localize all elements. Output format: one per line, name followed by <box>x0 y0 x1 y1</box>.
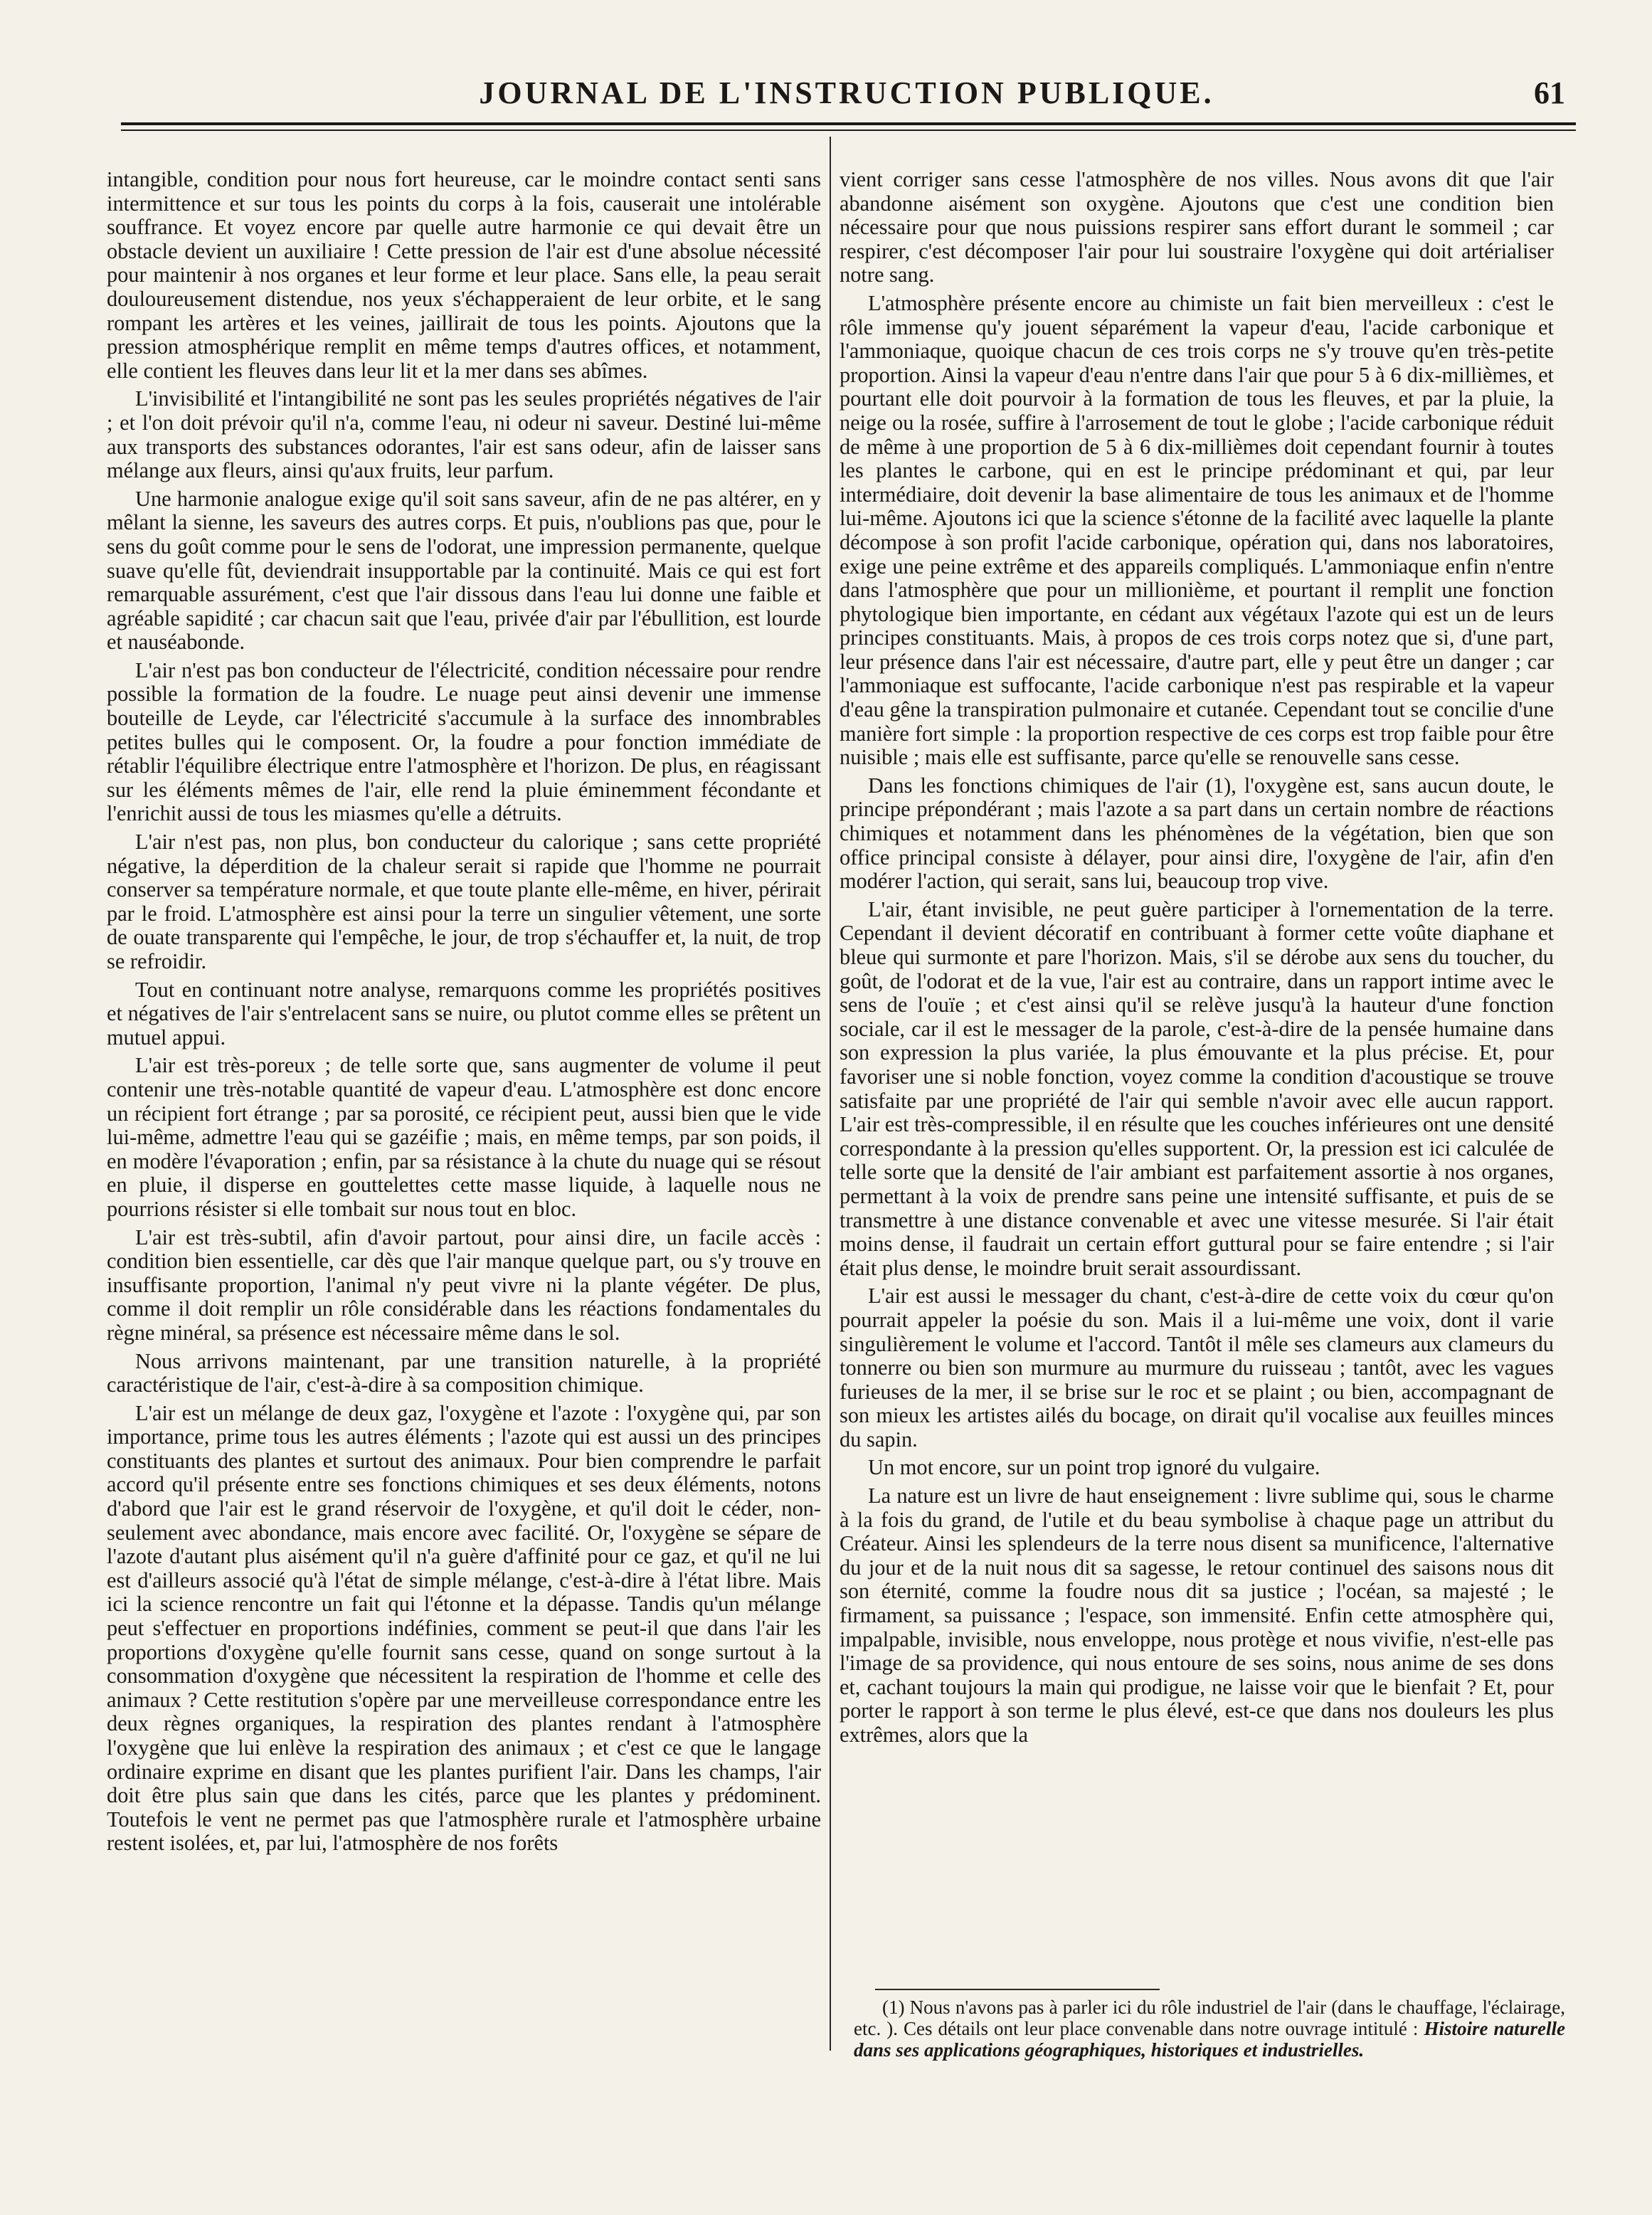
paragraph: L'air, étant invisible, ne peut guère participer à l'ornementation de la terre. Cependant il devient décoratif en contribuant à former cette voûte diaphane et bleue qui surmonte et pare l'horizon. Mais, s'il se dérobe aux sens du toucher, du goût, de l'odorat et de la vue, l'air est au contraire, dans un rapport intime avec le sens de l'ouïe ; et c'est ainsi qu'il se relève jusqu'à la hauteur d'une fonction sociale, car il est le messager de la parole, c'est-à-dire de la pensée humaine dans son expression la plus variée, la plus émouvante et la plus précise. Et, pour favoriser une si noble fonction, voyez comme la condition d'acoustique se trouve satisfaite par une propriété de l'air qui semble n'avoir avec elle aucun rapport. L'air est très-compressible, il en résulte que les couches inférieures ont une densité correspondante à la pression qu'elles supportent. Or, la pression est ici calculée de telle sorte que la densité de l'air ambiant est parfaitement assortie à nos organes, permettant à la voix de prendre sans peine une intensité suffisante, et puis de se transmettre à une distance convenable et avec une vitesse mesurée. Si l'air était moins dense, il faudrait un certain effort guttural pour se faire entendre ; si l'air était plus dense, le moindre bruit serait assourdissant. <box>840 897 1554 1280</box>
header-rule-thick <box>121 122 1576 125</box>
paragraph: Un mot encore, sur un point trop ignoré du vulgaire. <box>868 1455 1320 1480</box>
journal-title: JOURNAL DE L'INSTRUCTION PUBLIQUE. <box>479 75 1214 110</box>
footnote <box>854 1997 1565 2061</box>
paragraph: L'atmosphère présente encore au chimiste un fait bien merveilleux : c'est le rôle immense qu'y jouent séparément la vapeur d'eau, l'acide carbonique et l'ammoniaque, quoique chacun de ces trois corps ne s'y trouve qu'en très-petite proportion. Ainsi la vapeur d'eau n'entre dans l'air que pour 5 à 6 dix-millièmes, et pourtant elle doit pourvoir à la formation de tous les fleuves, et par la pluie, la neige ou la rosée, suffire à l'arrosement de tout le globe ; l'acide carbonique réduit de même à une proportion de 5 à 6 dix-millièmes doit cependant fournir à toutes les plantes le carbone, qui en est le principe prédominant et qui, par leur intermédiaire, doit devenir la base alimentaire de tous les animaux et de l'homme lui-même. Ajoutons ici que la science s'étonne de la facilité avec laquelle la plante décompose à son profit l'acide carbonique, opération qui, dans nos laboratoires, exige une peine extrême et des appareils compliqués. L'ammoniaque enfin n'entre dans l'atmosphère que pour un millionième, et pourtant il remplit une fonction phytologique bien importante, en cédant aux végétaux l'azote qui est un de leurs principes constituants. Mais, à propos de ces trois corps notez que si, d'une part, leur présence dans l'air est nécessaire, d'autre part, elle y peut être un danger ; car l'ammoniaque est suffocante, l'acide carbonique n'est pas respirable et la vapeur d'eau gêne la transpiration pulmonaire et cutanée. Cependant tout se concilie d'une manière fort simple : la proportion respective de ces corps est trop faible pour être nuisible ; mais elle est suffisante, parce qu'elle se renouvelle sans cesse. <box>840 290 1554 770</box>
paragraph: La nature est un livre de haut enseignement : livre sublime qui, sous le charme à la fois du grand, de l'utile et du beau symbolise à chaque page un attribut du Créateur. Ainsi les splendeurs de la terre nous disent sa munificence, l'alternative du jour et de la nuit nous dit sa sagesse, le retour continuel des saisons nous dit son éternité, comme la foudre nous dit sa justice ; l'océan, sa majesté ; le firmament, sa puissance ; l'espace, son immensité. Enfin cette atmosphère qui, impalpable, invisible, nous enveloppe, nous protège et nous vivifie, n'est-elle pas l'image de sa providence, qui nous entoure de ses soins, nous anime de ses dons et, cachant toujours la main qui prodigue, ne laisse voir que le bienfait ? Et, pour porter le rapport à son terme le plus élevé, est-ce que dans nos douleurs les plus extrêmes, alors que la <box>840 1484 1554 1747</box>
paragraph: L'invisibilité et l'intangibilité ne sont pas les seules propriétés négatives de l'air ; et l'on doit prévoir qu'il n'a, comme l'eau, ni odeur ni saveur. Destiné lui-même aux transports des substances odorantes, l'air est sans odeur, afin de laisser sans mélange aux fleurs, ainsi qu'aux fruits, leur parfum. <box>107 386 821 483</box>
masthead <box>121 75 1572 125</box>
paragraph: L'air n'est pas bon conducteur de l'électricité, condition nécessaire pour rendre possible la formation de la foudre. Le nuage peut ainsi devenir une immense bouteille de Leyde, car l'électricité s'accumule à la surface des innombrables petites bulles qui le composent. Or, la foudre a pour fonction immédiate de rétablir l'équilibre électrique entre l'atmosphère et l'horizon. De plus, en réagissant sur les éléments mêmes de l'air, elle rend la pluie éminemment fécondante et l'enrichit aussi de tous les miasmes qu'elle a détruits. <box>107 657 821 826</box>
left-column <box>107 168 821 1860</box>
paragraph: L'air est très-subtil, afin d'avoir partout, pour ainsi dire, un facile accès : condition bien essentielle, car dès que l'air manque quelque part, ou s'y trouve en insuffisante proportion, l'animal n'y peut vivre ni la plante végéter. De plus, comme il doit remplir un rôle considérable dans les réactions fondamentales du règne minéral, sa présence est nécessaire même dans le sol. <box>107 1225 821 1345</box>
paragraph: L'air est très-poreux ; de telle sorte que, sans augmenter de volume il peut contenir une très-notable quantité de vapeur d'eau. L'atmosphère est donc encore un récipient fort étrange ; par sa porosité, ce récipient peut, aussi bien que le vide lui-même, admettre l'eau qui se gazéifie ; mais, en même temps, par son poids, il en modère l'évaporation ; enfin, par sa résistance à la chute du nuage qui se résout en pluie, il disperse en gouttelettes cette masse liquide, à laquelle nous ne pourrions résister si elle tombait sur nous tout en bloc. <box>107 1053 821 1221</box>
paragraph: L'air est aussi le messager du chant, c'est-à-dire de cette voix du cœur qu'on pourrait appeler la poésie du son. Mais il a lui-même une voix, dont il varie singulièrement le volume et l'accord. Tantôt il mêle ses clameurs aux clameurs du tonnerre ou bien son murmure au murmure du ruisseau ; tantôt, avec les vagues furieuses de la mer, il se brise sur le roc et se plaint ; ou bien, accompagnant de son mieux les artistes ailés du bocage, on dirait qu'il vocalise aux feuilles minces du sapin. <box>840 1284 1554 1452</box>
header-rule-thin <box>121 129 1576 131</box>
paragraph: L'air n'est pas, non plus, bon conducteur du calorique ; sans cette propriété négative, la déperdition de la chaleur serait si rapide que l'homme ne pourrait conserver sa température normale, et que toute plante elle-même, en hiver, périrait par le froid. L'atmosphère est ainsi pour la terre un singulier vêtement, une sorte de ouate transparente qui l'empêche, le jour, de trop s'échauffer et, la nuit, de trop se refroidir. <box>107 830 821 973</box>
paragraph: Dans les fonctions chimiques de l'air (1), l'oxygène est, sans aucun doute, le principe prépondérant ; mais l'azote a sa part dans un certain nombre de réactions chimiques et notamment dans les phénomènes de la végétation, bien que son office principal consiste à délayer, pour ainsi dire, l'oxygène de l'air, afin d'en modérer l'action, qui serait, sans lui, beaucoup trop vive. <box>840 773 1554 894</box>
paragraph: Tout en continuant notre analyse, remarquons comme les propriétés positives et négatives de l'air s'entrelacent sans se nuire, ou plutot comme elles se prêtent un mutuel appui. <box>107 977 821 1050</box>
page-number: 61 <box>1534 75 1565 110</box>
footnote-rule <box>875 1989 1160 1990</box>
paragraph: Une harmonie analogue exige qu'il soit sans saveur, afin de ne pas altérer, en y mêlant la sienne, les saveurs des autres corps. Et puis, n'oublions pas que, pour le sens du goût comme pour le sens de l'odorat, une impression permanente, quelque suave qu'elle fût, deviendrait insupportable par la continuité. Mais ce qui est fort remarquable assurément, c'est que l'air dissous dans l'eau lui donne une faible et agréable sapidité ; car chacun sait que l'eau, privée d'air par l'ébullition, est lourde et nauséabonde. <box>107 486 821 655</box>
column-divider <box>830 137 831 2051</box>
footnote-text: (1) Nous n'avons pas à parler ici du rôle industriel de l'air (dans le chauffage, l'éclairage, etc. ). Ces détails ont leur place convenable dans notre ouvrage intitulé : <box>854 1997 1565 2039</box>
paragraph: intangible, condition pour nous fort heureuse, car le moindre contact senti sans intermittence et sur tous les points du corps à la fois, causerait une intolérable souffrance. Et voyez encore par quelle autre harmonie ce qui devait être un obstacle devient un auxiliaire ! Cette pression de l'air est d'une absolue nécessité pour maintenir à nos organes et leur forme et leur place. Sans elle, la peau serait douloureusement distendue, nos yeux s'échapperaient de leur orbite, et le sang rompant les artères et les veines, jaillirait de tous les points. Ajoutons que la pression atmosphérique remplit en même temps d'autres offices, et notamment, elle contient les fleuves dans leur lit et la mer dans ses abîmes. <box>107 167 821 383</box>
footnote-paragraph <box>854 1997 1565 2061</box>
paragraph: L'air est un mélange de deux gaz, l'oxygène et l'azote : l'oxygène qui, par son importance, prime tous les autres éléments ; l'azote qui est aussi un des principes constituants des plantes et surtout des animaux. Pour bien comprendre le parfait accord qu'il présente entre ses fonctions chimiques et ses deux éléments, notons d'abord que l'air est le grand réservoir de l'oxygène, et qu'il doit le céder, non-seulement avec abondance, mais encore avec facilité. Or, l'oxygène se sépare de l'azote d'autant plus aisément qu'il n'a guère d'affinité pour ce gaz, et qu'il ne lui est d'ailleurs associé qu'à l'état de simple mélange, c'est-à-dire à l'état libre. Mais ici la science rencontre un fait qui l'étonne et la dépasse. Tandis qu'un mélange peut s'effectuer en proportions indéfinies, comment se peut-il que dans l'air les proportions d'oxygène qu'elle fournit sans cesse, quand on songe surtout à la consommation d'oxygène que nécessitent la respiration de l'homme et celle des animaux ? Cette restitution s'opère par une merveilleuse correspondance entre les deux règnes organiques, la respiration des plantes rendant à l'atmosphère l'oxygène que lui enlève la respiration des animaux ; et c'est ce que le langage ordinaire exprime en disant que les plantes purifient l'air. Dans les champs, l'air doit être plus sain que dans les cités, parce que les plantes y prédominent. Toutefois le vent ne permet pas que l'atmosphère rurale et l'atmosphère urbaine restent isolées, et, par lui, l'atmosphère de nos forêts <box>107 1400 821 1856</box>
paragraph: Nous arrivons maintenant, par une transition naturelle, à la propriété caractéristique de l'air, c'est-à-dire à sa composition chimique. <box>107 1348 821 1397</box>
footnote-book-title: Histoire naturelle dans ses applications géographiques, historiques et industrielles. <box>854 2018 1566 2061</box>
right-column <box>840 168 1554 1752</box>
paragraph: vient corriger sans cesse l'atmosphère de nos villes. Nous avons dit que l'air abandonne aisément son oxygène. Ajoutons que c'est une condition bien nécessaire pour que nous puissions respirer sans effort durant le sommeil ; car respirer, c'est décomposer l'air pour lui soustraire l'oxygène qui doit artérialiser notre sang. <box>840 167 1554 287</box>
